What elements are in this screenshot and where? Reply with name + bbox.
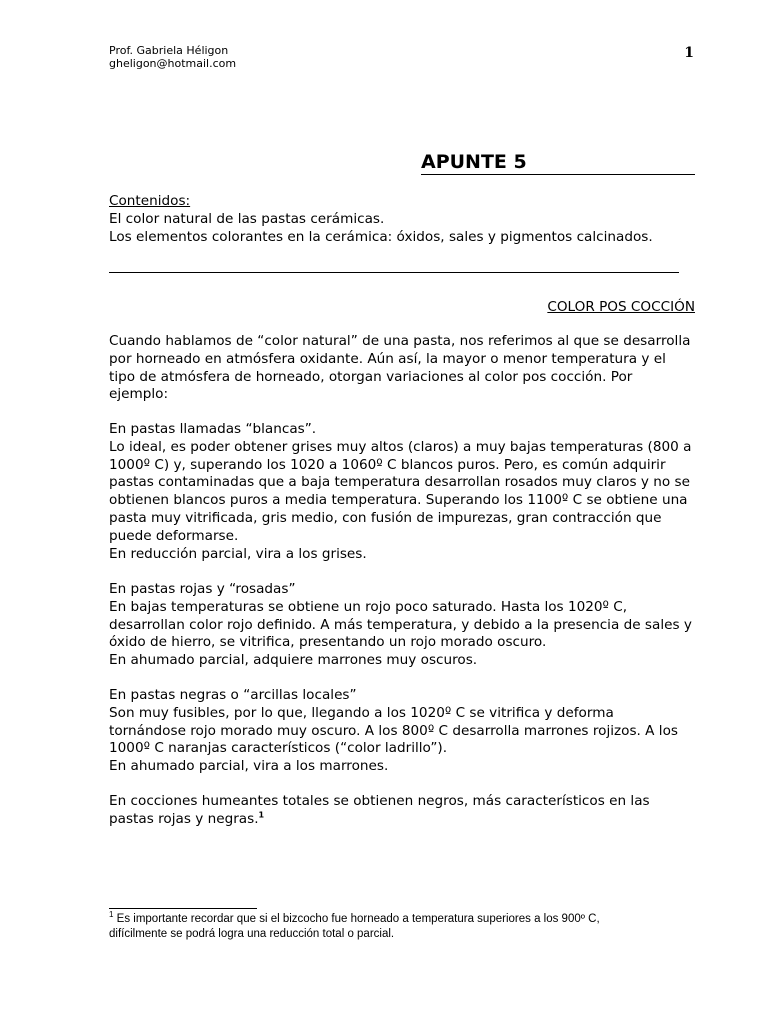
footnote-line (109, 912, 600, 927)
footnote-mark: 1 (109, 910, 114, 920)
paragraph-line: En bajas temperaturas se obtiene un rojo poco saturado. Hasta los 1020º C, (109, 598, 628, 615)
paragraph-line: obtienen blancos puros a media temperatura. Superando los 1100º C se obtiene una (109, 492, 688, 509)
paragraph-line: puede deformarse. (109, 527, 239, 544)
footnote-reference[interactable]: 1 (258, 810, 265, 820)
paragraph (109, 581, 709, 670)
page-header (109, 44, 236, 70)
footnote (109, 912, 600, 942)
paragraph-line: 1000º C naranjas característicos (“color ladrillo”). (109, 740, 448, 757)
paragraph (109, 421, 709, 563)
page-number: 1 (684, 45, 694, 61)
footnote-line: difícilmente se podrá logra una reducción total o parcial. (109, 928, 395, 940)
paragraph-line: En pastas negras o “arcillas locales” (109, 687, 357, 703)
paragraph-line: Cuando hablamos de “color natural” de una pasta, nos referimos al que se desarrolla (109, 333, 691, 349)
contents-item: El color natural de las pastas cerámicas. (109, 210, 385, 227)
paragraph-line: Lo ideal, es poder obtener grises muy altos (claros) a muy bajas temperaturas (800 a (109, 438, 692, 455)
paragraph-line: Son muy fusibles, por lo que, llegando a los 1020º C se vitrifica y deforma (109, 704, 614, 721)
paragraph-line-text: pastas rojas y negras. (109, 810, 259, 827)
footnote-text: Es importante recordar que si el bizcocho fue horneado a temperatura superiores a los 900º C, (113, 913, 600, 925)
paragraph-line: óxido de hierro, se vitrifica, presentando un rojo morado oscuro. (109, 634, 547, 651)
paragraph-line: En ahumado parcial, vira a los marrones. (109, 758, 389, 775)
contents-block (109, 193, 709, 246)
paragraph-line: tornándose rojo morado muy oscuro. A los 800º C desarrolla marrones rojizos. A los (109, 722, 678, 739)
paragraph-line: En pastas llamadas “blancas”. (109, 421, 317, 437)
paragraph-line: tipo de atmósfera de horneado, otorgan variaciones al color pos cocción. Por (109, 368, 633, 385)
paragraph-line: por horneado en atmósfera oxidante. Aún así, la mayor o menor temperatura y el (109, 350, 666, 367)
paragraph-line: En ahumado parcial, adquiere marrones muy oscuros. (109, 652, 478, 669)
paragraph-line: pastas contaminadas que a baja temperatura desarrollan rosados muy claros y no se (109, 474, 690, 491)
paragraph-line: desarrollan color rojo definido. A más temperatura, y debido a la presencia de sales y (109, 616, 692, 633)
paragraph-line (109, 811, 709, 829)
paragraph-line: En cocciones humeantes totales se obtienen negros, más característicos en las (109, 793, 650, 809)
paragraph-line: pasta muy vitrificada, gris medio, con fusión de impurezas, gran contracción que (109, 509, 662, 526)
paragraph (109, 793, 709, 829)
contents-heading: Contenidos: (109, 193, 191, 209)
paragraph (109, 333, 709, 404)
section-title: COLOR POS COCCIÓN (547, 299, 695, 315)
horizontal-divider (109, 272, 679, 273)
paragraph-line: ejemplo: (109, 386, 169, 403)
paragraph-line: En reducción parcial, vira a los grises. (109, 545, 367, 562)
paragraph (109, 687, 709, 776)
paragraph-line: En pastas rojas y “rosadas” (109, 581, 296, 597)
paragraph-line: 1000º C) y, superando los 1020 a 1060º C blancos puros. Pero, es común adquirir (109, 456, 666, 473)
author-email: gheligon@hotmail.com (109, 57, 237, 70)
footnote-separator (109, 908, 257, 909)
author-name: Prof. Gabriela Héligon (109, 44, 229, 57)
contents-item: Los elementos colorantes en la cerámica: óxidos, sales y pigmentos calcinados. (109, 228, 653, 245)
document-title: APUNTE 5 (421, 150, 695, 175)
